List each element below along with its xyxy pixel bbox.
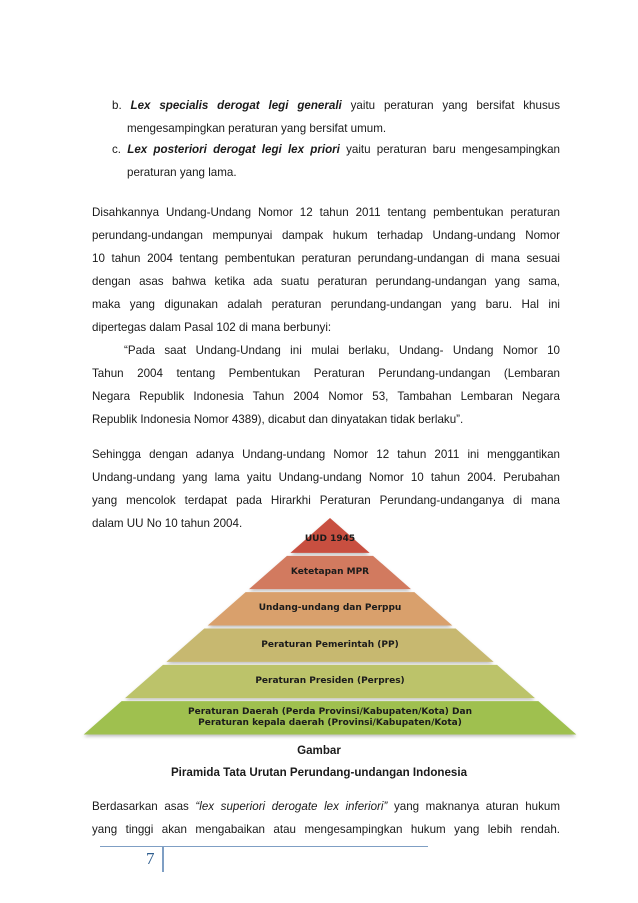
paragraph-line: Sehingga dengan adanya Undang-undang Nomor 12 tahun 2011 ini menggantikan (92, 448, 560, 461)
pyramid-level-label: Peraturan kepala daerah (Provinsi/Kabupaten/Kota) (198, 717, 462, 728)
footer-rule (100, 846, 428, 847)
list-text: yaitu peraturan yang bersifat khusus (341, 99, 560, 112)
quote-line: Negara Republik Indonesia Tahun 2004 Nomor 53, Tambahan Lembaran Negara (92, 390, 560, 403)
pyramid-level-label: Peraturan Presiden (Perpres) (255, 676, 405, 686)
pyramid-level-label: Peraturan Daerah (Perda Provinsi/Kabupaten/Kota) Dan (188, 706, 472, 717)
pyramid-level-label: Undang-undang dan Perppu (258, 603, 402, 614)
paragraph-line: dalam UU No 10 tahun 2004. (92, 517, 243, 530)
footer-divider (162, 846, 164, 872)
figure-caption-subtitle: Piramida Tata Urutan Perundang-undangan Indonesia (170, 766, 468, 779)
quote-line: “Pada saat Undang-Undang ini mulai berlaku, Undang- Undang Nomor 10 (124, 344, 560, 357)
page-number: 7 (146, 849, 155, 868)
list-text: yaitu peraturan baru mengesampingkan (339, 143, 560, 156)
paragraph-line: yang tinggi akan mengabaikan atau mengesampingkan hukum yang lebih rendah. (92, 823, 560, 836)
list-marker: c. (112, 143, 122, 156)
list-item-b-continuation: mengesampingkan peraturan yang bersifat umum. (127, 122, 387, 135)
quote-line: Republik Indonesia Nomor 4389), dicabut dan dinyatakan tidak berlaku”. (92, 413, 464, 426)
pyramid-level-label: Peraturan Pemerintah (PP) (261, 639, 399, 650)
paragraph-line: dipertegas dalam Pasal 102 di mana berbunyi: (92, 321, 332, 334)
paragraph-line: maka yang digunakan adalah peraturan perundang-undangan yang baru. Hal ini (92, 298, 560, 311)
paragraph-line: 10 tahun 2004 tentang pembentukan peraturan perundang-undangan di mana sesuai (92, 252, 560, 265)
quote-line: Tahun 2004 tentang Pembentukan Peraturan Perundang-undangan (Lembaran (92, 367, 560, 380)
legal-term: Lex specialis derogat legi generali (130, 99, 342, 112)
pyramid-level-label: Ketetapan MPR (290, 567, 370, 577)
legal-term: Lex posteriori derogat legi lex priori (127, 143, 340, 156)
paragraph-line: yang mencolok terdapat pada Hirarkhi Peraturan Perundang-undanganya di mana (92, 494, 560, 507)
paragraph-line (92, 800, 560, 814)
legal-term-italic: “lex superiori derogate lex inferiori” (195, 800, 388, 813)
figure-caption-title: Gambar (297, 744, 341, 757)
list-marker: b. (112, 99, 122, 112)
paragraph-line: Disahkannya Undang-Undang Nomor 12 tahun 2011 tentang pembentukan peraturan (92, 206, 560, 219)
text-run: yang maknanya aturan hukum (387, 800, 560, 813)
paragraph-line: perundang-undangan mempunyai dampak hukum terhadap Undang-undang Nomor (92, 229, 560, 242)
list-item-c-continuation: peraturan yang lama. (127, 166, 237, 179)
pyramid-level-label: UUD 1945 (304, 533, 356, 544)
text-run: Berdasarkan asas (92, 800, 196, 813)
paragraph-line: dengan asas bahwa ketika ada suatu peraturan perundang-undangan yang sama, (92, 275, 560, 288)
paragraph-line: Undang-undang yang lama yaitu Undang-undang Nomor 10 tahun 2004. Perubahan (92, 471, 560, 484)
